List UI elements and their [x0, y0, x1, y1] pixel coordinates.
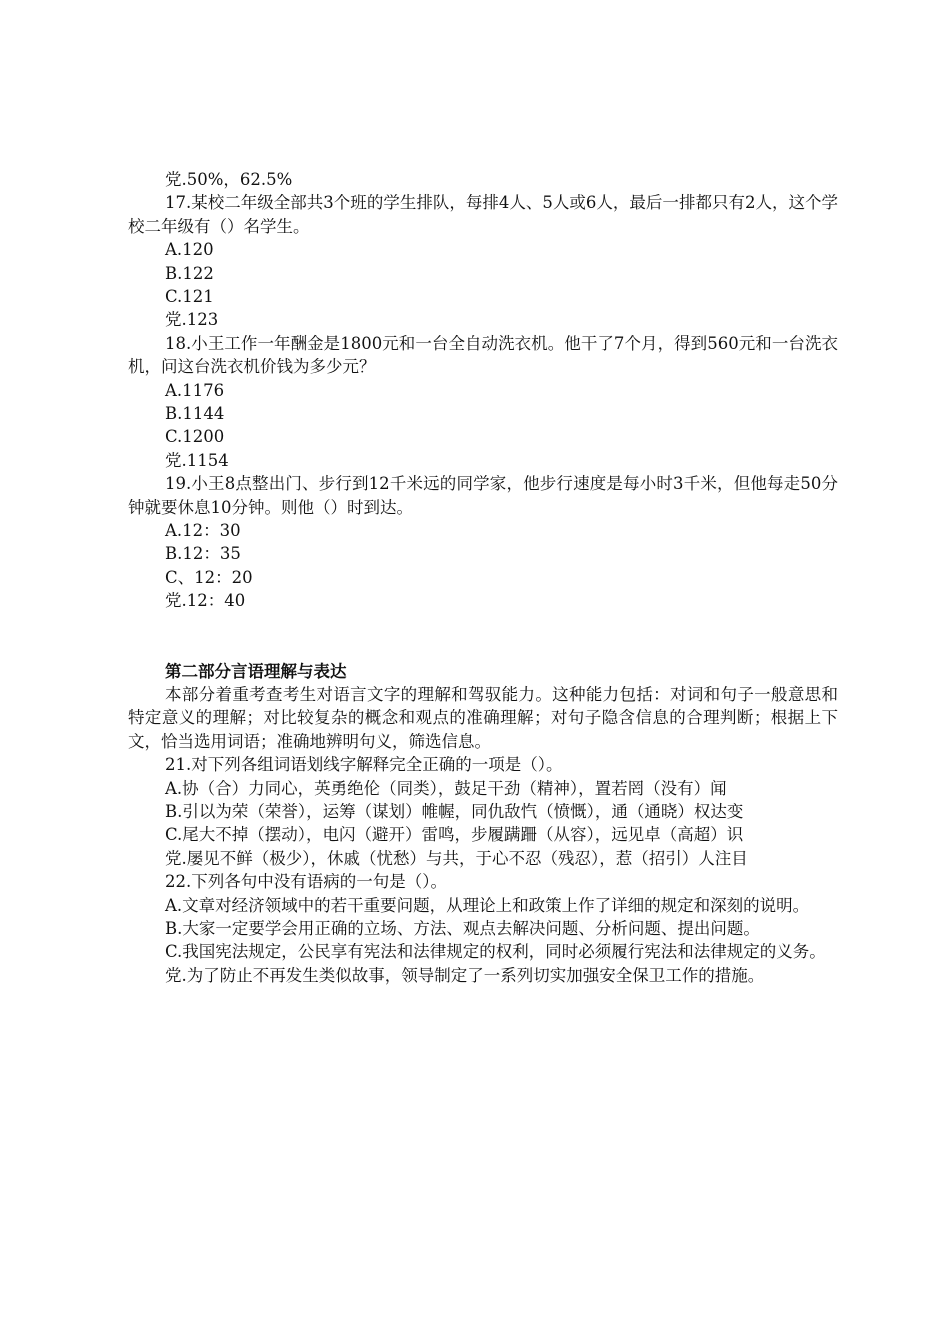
- q18-stem: 18.小王工作一年酬金是1800元和一台全自动洗衣机。他干了7个月，得到560元和一台洗衣机，问这台洗衣机价钱为多少元？: [128, 333, 838, 377]
- q19-option-d: 党.12：40: [165, 591, 246, 611]
- q17-stem: 17.某校二年级全部共3个班的学生排队，每排4人、5人或6人，最后一排都只有2人，这个学校二年级有（）名学生。: [128, 193, 838, 236]
- q18-option-a: A.1176: [165, 380, 225, 400]
- q18-option-c: C.1200: [165, 427, 225, 447]
- q19-option-a: A.12：30: [165, 520, 241, 540]
- q22-option-d: 党.为了防止不再发生类似故事，领导制定了一系列切实加强安全保卫工作的措施。: [165, 965, 765, 985]
- section-heading: 第二部分言语理解与表达: [165, 661, 347, 681]
- q22-stem: 22.下列各句中没有语病的一句是（）。: [165, 872, 447, 892]
- q18-option-d: 党.1154: [165, 450, 229, 470]
- q21-option-b: B.引以为荣（荣誉），运筹（谋划）帷幄，同仇敌忾（愤慨），通（通晓）权达变: [165, 801, 744, 821]
- q19-option-b: B.12：35: [165, 544, 241, 564]
- q18-option-b: B.1144: [165, 403, 225, 423]
- q17-option-d: 党.123: [165, 310, 219, 330]
- section-gap: [128, 613, 838, 660]
- q16-option-d: 党.50%，62.5%: [165, 170, 293, 189]
- q22-option-b: B.大家一定要学会用正确的立场、方法、观点去解决问题、分析问题、提出问题。: [165, 918, 760, 938]
- q19-stem: 19.小王8点整出门、步行到12千米远的同学家，他步行速度是每小时3千米，但他每走50分钟就要休息10分钟。则他（）时到达。: [128, 474, 838, 517]
- q19-option-c: C、12：20: [165, 567, 253, 587]
- q21-option-d: 党.屡见不鲜（极少），休戚（忧愁）与共，于心不忍（残忍），惹（招引）人注目: [165, 848, 748, 868]
- section-intro: 本部分着重考查考生对语言文字的理解和驾驭能力。这种能力包括：对词和句子一般意思和特定意义的理解；对比较复杂的概念和观点的准确理解；对句子隐含信息的合理判断；根据上下文，恰当选用词语；准确地辨明句义，筛选信息。: [128, 684, 838, 751]
- q21-option-c: C.尾大不掉（摆动），电闪（避开）雷鸣，步履蹒跚（从容），远见卓（高超）识: [165, 825, 744, 845]
- page-text: [128, 168, 838, 987]
- q21-stem: 21.对下列各组词语划线字解释完全正确的一项是（）。: [165, 755, 563, 775]
- q17-option-a: A.120: [165, 240, 214, 260]
- q21-option-a: A.协（合）力同心，英勇绝伦（同类），鼓足干劲（精神），置若罔（没有）闻: [165, 778, 727, 798]
- q22-option-c: C.我国宪法规定，公民享有宪法和法律规定的权利，同时必须履行宪法和法律规定的义务。: [165, 942, 826, 962]
- q17-option-b: B.122: [165, 263, 214, 283]
- q17-option-c: C.121: [165, 286, 214, 306]
- q22-option-a: A.文章对经济领域中的若干重要问题，从理论上和政策上作了详细的规定和深刻的说明。: [165, 895, 810, 915]
